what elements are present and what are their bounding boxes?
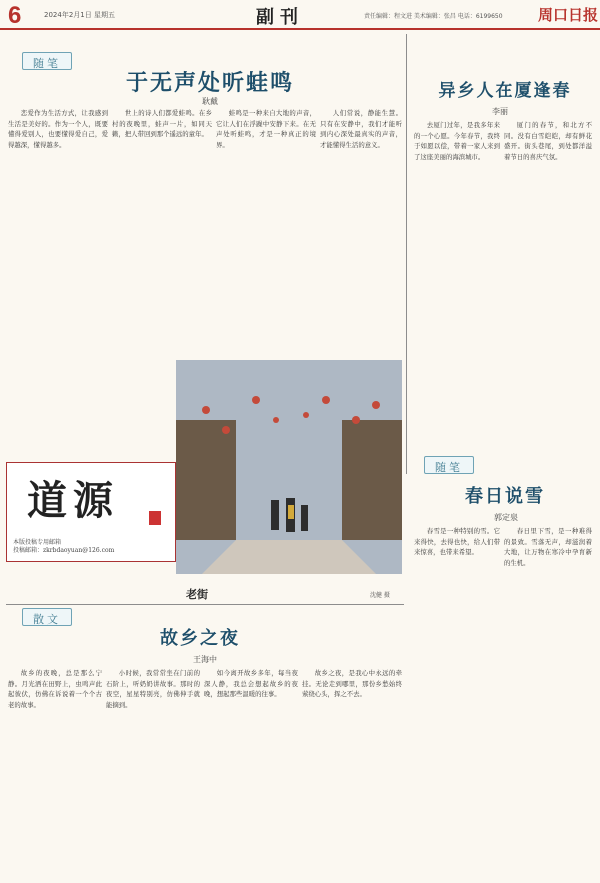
section-divider	[6, 604, 404, 605]
article4-title: 故乡之夜	[160, 628, 240, 649]
masthead	[0, 0, 600, 30]
article1-col4: 人们常说，静能生慧。只有在安静中，我们才能听到内心深处最真实的声音，才能懂得生活的意义。	[320, 109, 402, 149]
article3-author: 郭定泉	[494, 513, 518, 522]
article4-col1: 故乡的夜晚，总是那么宁静。月光洒在田野上，虫鸣声此起彼伏，仿佛在诉说着一个个古老的故事。	[8, 669, 102, 709]
calligraphy-caption: 本版投稿专用邮箱 投稿邮箱：zkrbdaoyuan@126.com	[13, 539, 115, 554]
street-photo-image	[176, 360, 402, 574]
article4-kicker: 散文	[22, 608, 72, 626]
article3-title: 春日说雪	[465, 486, 545, 507]
article2-col1: 去厦门过年，是我多年来的一个心愿。今年春节，我终于如愿以偿，带着一家人来到了这座美丽的海滨城市。	[414, 121, 500, 161]
photo-caption: 老街	[186, 588, 208, 601]
article3-col1: 春雪是一种特别的雪。它来得快，去得也快，给人们带来惊喜，也带来希望。	[414, 527, 500, 557]
article2-author: 李丽	[492, 107, 508, 116]
paper-logo: 周口日报	[538, 6, 599, 24]
article2-title: 异乡人在厦逢春	[438, 81, 572, 101]
article1-col1: 恋爱作为生活方式，让我感到生活是美好的。作为一个人，既要懂得爱别人，也要懂得爱自己，爱得越深，懂得越多。	[8, 109, 108, 149]
article1-col2: 世上的诗人们都爱蛙鸣。在乡村的夜晚里，蛙声一片，如同天籁，把人带回到那个遥远的童年。	[112, 109, 212, 139]
calligraphy-text: 道源	[27, 477, 119, 524]
column-divider	[406, 34, 407, 474]
article1-kicker: 随笔	[22, 52, 72, 70]
issue-date: 2024年2月1日 星期五	[44, 11, 115, 19]
article1-col3: 蛙鸣是一种来自大地的声音，它让人们在浮躁中安静下来。在无声处听蛙鸣，才是一种真正的境界。	[216, 109, 316, 149]
page-number: 6	[8, 2, 22, 29]
seal-icon	[149, 511, 161, 525]
street-photo	[176, 360, 402, 574]
calligraphy-box	[6, 462, 176, 562]
article4-col2: 小时候，我常常坐在门前的石阶上，听奶奶讲故事。那时的夜空，星星特别亮，仿佛伸手就能摘到。	[106, 669, 200, 709]
article3-col2: 春日里下雪，是一种难得的景致。雪落无声，却滋润着大地，让万物在寒冷中孕育新的生机。	[504, 527, 592, 567]
section-title: 副刊	[256, 7, 304, 28]
photo-credit: 沈健 摄	[370, 592, 390, 599]
article1-author: 耿戴	[202, 97, 218, 106]
article1-title: 于无声处听蛙鸣	[125, 70, 294, 96]
article4-col4: 故乡之夜，是我心中永远的牵挂。无论走到哪里，那份乡愁始终萦绕心头，挥之不去。	[302, 669, 402, 699]
editor-credits: 责任编辑：程文进 美术编辑：张昌 电话：6199650	[364, 13, 503, 20]
article4-author: 王海中	[193, 655, 217, 664]
article4-col3: 如今离开故乡多年，每当夜深人静，我总会想起故乡的夜晚，想起那些温暖的往事。	[204, 669, 298, 699]
article2-col2: 厦门的春节，和北方不同。没有白雪皑皑，却有鲜花盛开。街头巷尾，到处都洋溢着节日的喜庆气氛。	[504, 121, 592, 161]
article3-kicker: 随笔	[424, 456, 474, 474]
